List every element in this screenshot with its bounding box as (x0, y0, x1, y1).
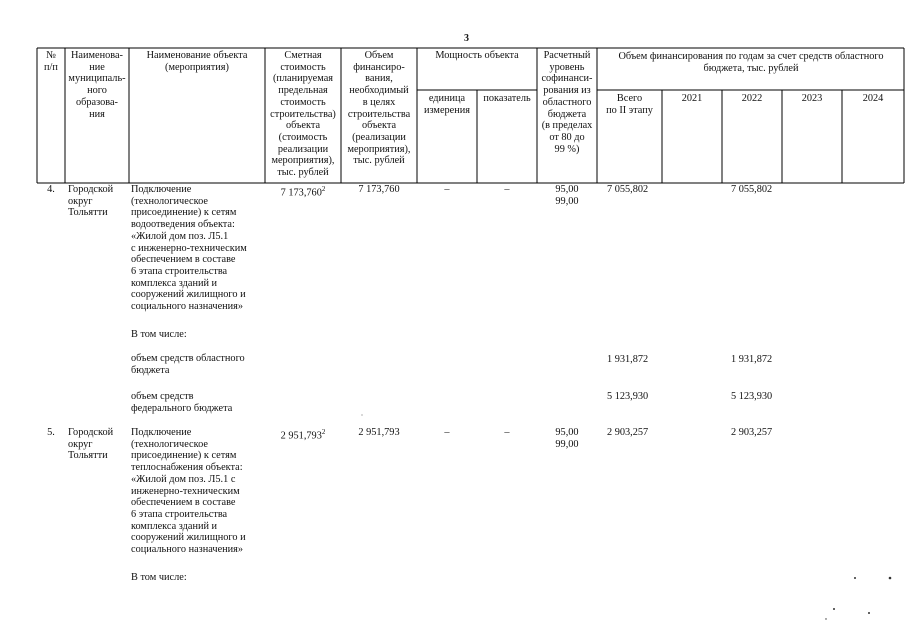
row5-object-name: Подключение (технологическое присоединение) к сетям теплоснабжения объекта: «Жилой дом поз. Л5.1 с инженерно-техническим обеспечением в составе 6 этапа строительства комплекса зданий и сооружений жилищного и социального назначения» (131, 427, 246, 556)
row4-estimated-cost-value: 7 173,760 (280, 187, 322, 199)
row4-financing-volume: 7 173,760 (358, 184, 400, 195)
header-indicator: показатель (483, 93, 531, 104)
row5-year-2022: 2 903,257 (731, 427, 773, 438)
header-funding-by-years: Объем финансирования по годам за счет средств областного бюджета, тыс. рублей (618, 51, 884, 74)
header-unit: единица измерения (424, 93, 470, 116)
row4-estimated-cost-footnote: 2 (321, 185, 326, 193)
row5-unit: – (444, 427, 450, 438)
header-municipality: Наименова- ние муниципаль- ного образова- ния (68, 50, 126, 120)
row4-sub2-year-2022: 5 123,930 (731, 391, 773, 402)
row4-including-label: В том числе: (131, 329, 187, 340)
row4-sub1-total-stage2: 1 931,872 (607, 354, 649, 365)
header-estimated-cost: Сметная стоимость (планируемая предельная стоимость строительства) объекта (стоимость реализации мероприятия), тыс. рублей (270, 50, 336, 179)
header-year-2024: 2024 (862, 93, 884, 104)
row4-sub2-label: объем средств федерального бюджета (131, 391, 233, 414)
row4-year-2022: 7 055,802 (731, 184, 773, 195)
header-year-2022: 2022 (741, 93, 763, 104)
row4-sub1-year-2022: 1 931,872 (731, 354, 773, 365)
row5-indicator: – (504, 427, 510, 438)
header-object-name: Наименование объекта (мероприятия) (146, 50, 248, 73)
header-capacity: Мощность объекта (435, 50, 519, 61)
page-number: 3 (464, 33, 469, 44)
row4-unit: – (444, 184, 450, 195)
row5-financing-volume: 2 951,793 (358, 427, 400, 438)
row5-cofinancing: 95,00 99,00 (555, 427, 579, 450)
row4-sub1-label: объем средств областного бюджета (131, 353, 245, 376)
row5-estimated-cost-footnote: 2 (321, 428, 326, 436)
row5-estimated-cost-value: 2 951,793 (280, 430, 322, 442)
row5-total-stage2: 2 903,257 (607, 427, 649, 438)
row4-sub2-total-stage2: 5 123,930 (607, 391, 649, 402)
row5-num: 5. (47, 427, 55, 438)
header-total-stage2: Всего по II этапу (606, 93, 653, 116)
row4-cofinancing: 95,00 99,00 (555, 184, 579, 207)
row4-total-stage2: 7 055,802 (607, 184, 649, 195)
row5-including-label: В том числе: (131, 572, 187, 583)
row5-municipality: Городской округ Тольятти (68, 427, 114, 462)
header-cofinancing: Расчетный уровень софинанси- рования из областного бюджета (в пределах от 80 до 99 %) (541, 50, 593, 155)
row4-indicator: – (504, 184, 510, 195)
header-year-2021: 2021 (681, 93, 703, 104)
header-financing-volume: Объем финансиро- вания, необходимый в целях строительства объекта (реализации мероприятия), тыс. рублей (347, 50, 411, 167)
header-year-2023: 2023 (801, 93, 823, 104)
row4-municipality: Городской округ Тольятти (68, 184, 114, 219)
row4-object-name: Подключение (технологическое присоединение) к сетям водоотведения объекта: «Жилой дом поз. Л5.1 с инженерно-техническим обеспечением в составе 6 этапа строительства комплекса зданий и сооружений жилищного и социального назначения» (131, 184, 247, 313)
header-num: № п/п (44, 50, 58, 73)
row4-num: 4. (47, 184, 55, 195)
